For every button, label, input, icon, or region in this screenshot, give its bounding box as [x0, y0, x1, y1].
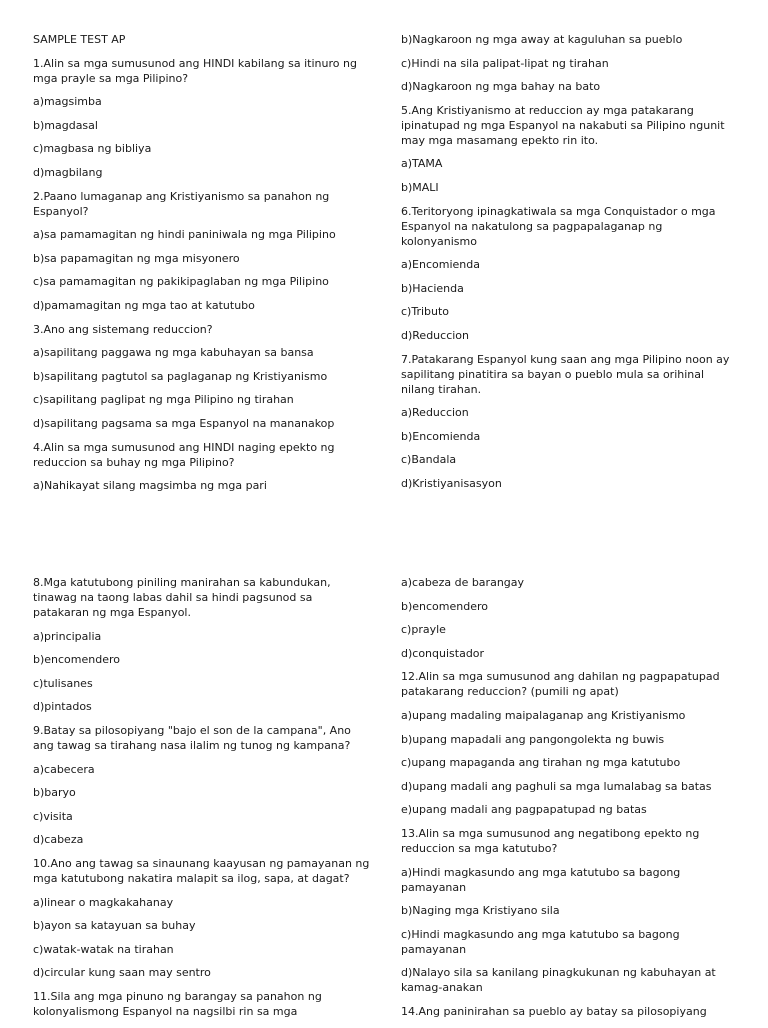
answer-option: a)Nahikayat silang magsimba ng mga pari: [33, 479, 267, 493]
question-text: 4.Alin sa mga sumusunod ang HINDI naging epekto ng reduccion sa buhay ng mga Pilipino?: [33, 440, 335, 469]
answer-option: d)upang madali ang paghuli sa mga lumalabag sa batas: [401, 779, 712, 793]
answer-option: c)Hindi magkasundo ang mga katutubo sa bagong pamayanan: [401, 927, 680, 956]
answer-option: a)cabeza de barangay: [401, 576, 525, 589]
answer-option: d)Reduccion: [401, 328, 469, 342]
answer-option: c)upang mapaganda ang tirahan ng mga katutubo: [401, 756, 681, 770]
answer-option: b)Hacienda: [401, 281, 464, 295]
answer-option: d)magbilang: [33, 165, 103, 179]
answer-option: a)Reduccion: [401, 406, 469, 420]
question-text: 7.Patakarang Espanyol kung saan ang mga Pilipino noon ay sapilitang pinatitira sa bayan o pueblo mula sa orihinal nilang tirahan.: [401, 352, 730, 396]
answer-option: c)prayle: [401, 623, 446, 637]
question-text: 6.Teritoryong ipinagkatiwala sa mga Conquistador o mga Espanyol na nakatulong sa pagpapalaganap ng kolonyanismo: [401, 204, 716, 248]
answer-option: a)TAMA: [401, 157, 443, 171]
document-title: SAMPLE TEST AP: [33, 33, 126, 46]
answer-option: b)ayon sa katayuan sa buhay: [33, 919, 196, 933]
answer-option: a)Encomienda: [401, 258, 480, 272]
answer-option: e)upang madali ang pagpapatupad ng batas: [401, 803, 647, 817]
answer-option: b)upang mapadali ang pangongolekta ng buwis: [401, 732, 665, 746]
answer-option: b)encomendero: [33, 653, 121, 667]
question-text: 3.Ano ang sistemang reduccion?: [33, 322, 213, 336]
bottom-left-column: [33, 575, 371, 1028]
answer-option: c)Hindi na sila palipat-lipat ng tirahan: [401, 56, 609, 70]
answer-option: d)pintados: [33, 700, 92, 714]
answer-option: c)sa pamamagitan ng pakikipaglaban ng mga Pilipino: [33, 275, 329, 289]
question-text: 1.Alin sa mga sumusunod ang HINDI kabilang sa itinuro ng mga prayle sa mga Pilipino?: [33, 56, 357, 85]
question-text: 5.Ang Kristiyanismo at reduccion ay mga patakarang ipinatupad ng mga Espanyol na nakabuti sa Pilipino ngunit may mga masamang epekto rin ito.: [401, 103, 725, 147]
question-text: 9.Batay sa pilosopiyang "bajo el son de la campana", Ano ang tawag sa tirahang nasa ilalim ng tunog ng kampana?: [33, 723, 351, 752]
answer-option: b)Naging mga Kristiyano sila: [401, 904, 560, 918]
answer-option: b)MALI: [401, 180, 439, 194]
question-text: 11.Sila ang mga pinuno ng barangay sa panahon ng kolonyalismong Espanyol na nagsilbi rin sa mga: [33, 989, 322, 1018]
answer-option: b)encomendero: [401, 599, 489, 613]
answer-option: a)sa pamamagitan ng hindi paniniwala ng mga Pilipino: [33, 228, 336, 242]
answer-option: b)Nagkaroon ng mga away at kaguluhan sa pueblo: [401, 33, 683, 46]
answer-option: b)Encomienda: [401, 429, 481, 443]
answer-option: d)cabeza: [33, 833, 84, 847]
answer-option: a)upang madaling maipalaganap ang Kristiyanismo: [401, 708, 686, 722]
question-text: 12.Alin sa mga sumusunod ang dahilan ng pagpapatupad patakarang reduccion? (pumili ng apat): [401, 670, 720, 699]
answer-option: d)pamamagitan ng mga tao at katutubo: [33, 298, 255, 312]
answer-option: c)visita: [33, 809, 73, 823]
answer-option: c)Tributo: [401, 305, 450, 319]
answer-option: b)sa papamagitan ng mga misyonero: [33, 251, 240, 265]
answer-option: d)sapilitang pagsama sa mga Espanyol na mananakop: [33, 416, 335, 430]
question-text: 2.Paano lumaganap ang Kristiyanismo sa panahon ng Espanyol?: [33, 189, 330, 218]
answer-option: a)Hindi magkasundo ang mga katutubo sa bagong pamayanan: [401, 865, 681, 894]
question-text: 8.Mga katutubong piniling manirahan sa kabundukan, tinawag na taong labas dahil sa hindi pagsunod sa patakaran ng mga Espanyol.: [33, 576, 331, 619]
answer-option: c)watak-watak na tirahan: [33, 942, 174, 956]
bottom-right-column: [401, 575, 736, 1028]
question-text: 13.Alin sa mga sumusunod ang negatibong epekto ng reduccion sa mga katutubo?: [401, 826, 700, 855]
answer-option: a)magsimba: [33, 95, 102, 109]
answer-option: c)sapilitang paglipat ng mga Pilipino ng tirahan: [33, 393, 294, 407]
answer-option: a)sapilitang paggawa ng mga kabuhayan sa bansa: [33, 346, 314, 360]
answer-option: d)conquistador: [401, 646, 485, 660]
answer-option: b)baryo: [33, 786, 76, 800]
answer-option: d)Nalayo sila sa kanilang pinagkukunan ng kabuhayan at kamag-anakan: [401, 966, 716, 995]
answer-option: a)principalia: [33, 629, 102, 643]
question-text: 14.Ang paninirahan sa pueblo ay batay sa pilosopiyang: [401, 1004, 707, 1018]
answer-option: b)magdasal: [33, 118, 98, 132]
answer-option: c)tulisanes: [33, 676, 93, 690]
answer-option: c)magbasa ng bibliya: [33, 142, 152, 156]
top-left-column: [33, 32, 368, 502]
answer-option: a)cabecera: [33, 762, 95, 776]
answer-option: a)linear o magkakahanay: [33, 895, 174, 909]
question-text: 10.Ano ang tawag sa sinaunang kaayusan ng pamayanan ng mga katutubong nakatira malapit sa ilog, sapa, at dagat?: [33, 856, 370, 885]
answer-option: d)Nagkaroon ng mga bahay na bato: [401, 80, 601, 94]
answer-option: d)Kristiyanisasyon: [401, 476, 502, 490]
answer-option: d)circular kung saan may sentro: [33, 966, 211, 980]
answer-option: b)sapilitang pagtutol sa paglaganap ng Kristiyanismo: [33, 369, 328, 383]
answer-option: c)Bandala: [401, 453, 457, 467]
top-right-column: [401, 32, 736, 500]
